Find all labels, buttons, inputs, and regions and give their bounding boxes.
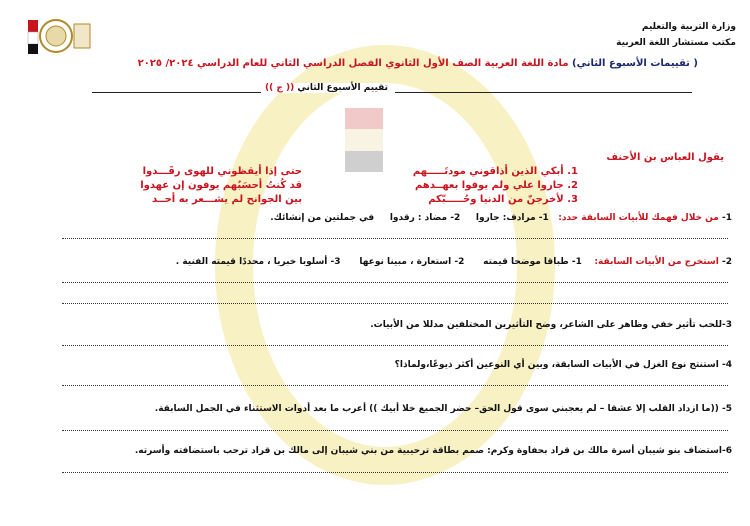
poem-line-1-first: 1. أبكي الذين أذاقوني مودتَـــــهم: [412, 166, 578, 177]
question-1: 1- من خلال فهمك للأبيات السابقة حدد: 1- مرادف: جاروا 2- مضاد : رقدوا في جملتين من إنشائك.: [270, 213, 732, 223]
watermark-flag-icon: [345, 108, 383, 172]
divider-right: [395, 92, 692, 93]
office-name: مكتب مستشار اللغة العربية: [616, 38, 736, 48]
question-4: 4- استنتج نوع الغزل في الأبيات السابقة، وبين أي النوعين أكثر ذيوعًا،ولماذا؟: [394, 360, 732, 370]
poem-line-2-first: 2. جاروا علي ولم يوفوا بعهــدهم: [414, 180, 578, 191]
ministry-logo-icon: [26, 14, 92, 56]
poem-intro: يقول العباس بن الأحنف: [606, 152, 724, 163]
poem-line-1-second: حتى إذا أيقظوني للهوى رقَـــدوا: [142, 166, 302, 177]
answer-line[interactable]: [62, 385, 728, 386]
assessment-label: تقييم الأسبوع الثاني (( ج )): [261, 83, 392, 93]
poem-line-2-second: قد كُنتُ أحسَبُهم يوفون إن عهدوا: [140, 180, 302, 191]
answer-line[interactable]: [62, 472, 728, 473]
question-6: 6-استضاف بنو شيبان أسرة مالك بن قراد بحفاوة وكرم: صمم بطاقة ترحيبية من بني شيبان إلى مالك بن قراد ترحب باستضافته وأسرته.: [134, 446, 732, 456]
question-2: 2- استخرج من الأبيات السابقة: 1- طباقا موضحا قيمته 2- استعارة ، مبينا نوعها 3- أسلوبا خبريا ، محددًا قيمته الفنية .: [175, 257, 732, 267]
answer-line[interactable]: [62, 238, 728, 239]
answer-line[interactable]: [62, 345, 728, 346]
poem-line-3-first: 3. لأخرجنّ من الدنيا وحُـــــبّكم: [428, 194, 578, 205]
question-5: 5- ((ما ازداد القلب إلا عشقا – لم يعجبني سوى قول الحق– حضر الجميع خلا أبيك )) أعرب ما بعد أدوات الاستثناء في الجمل السابقة.: [154, 404, 732, 414]
answer-line[interactable]: [62, 430, 728, 431]
page-title: ( تقييمات الأسبوع الثاني) مادة اللغة العربية الصف الأول الثانوي الفصل الدراسي الثاني للعام الدراسي ٢٠٢٤/ ٢٠٢٥: [137, 58, 698, 69]
question-3: 3-للحب تأثير خفي وظاهر على الشاعر، وضح التأثيرين المختلفين مدللا من الأبيات.: [370, 320, 732, 330]
answer-line[interactable]: [62, 303, 728, 304]
answer-line[interactable]: [62, 282, 728, 283]
ministry-name: وزارة التربية والتعليم: [641, 22, 736, 32]
poem-line-3-second: بين الجوانح لم يشـــعر به أحــد: [151, 194, 302, 205]
